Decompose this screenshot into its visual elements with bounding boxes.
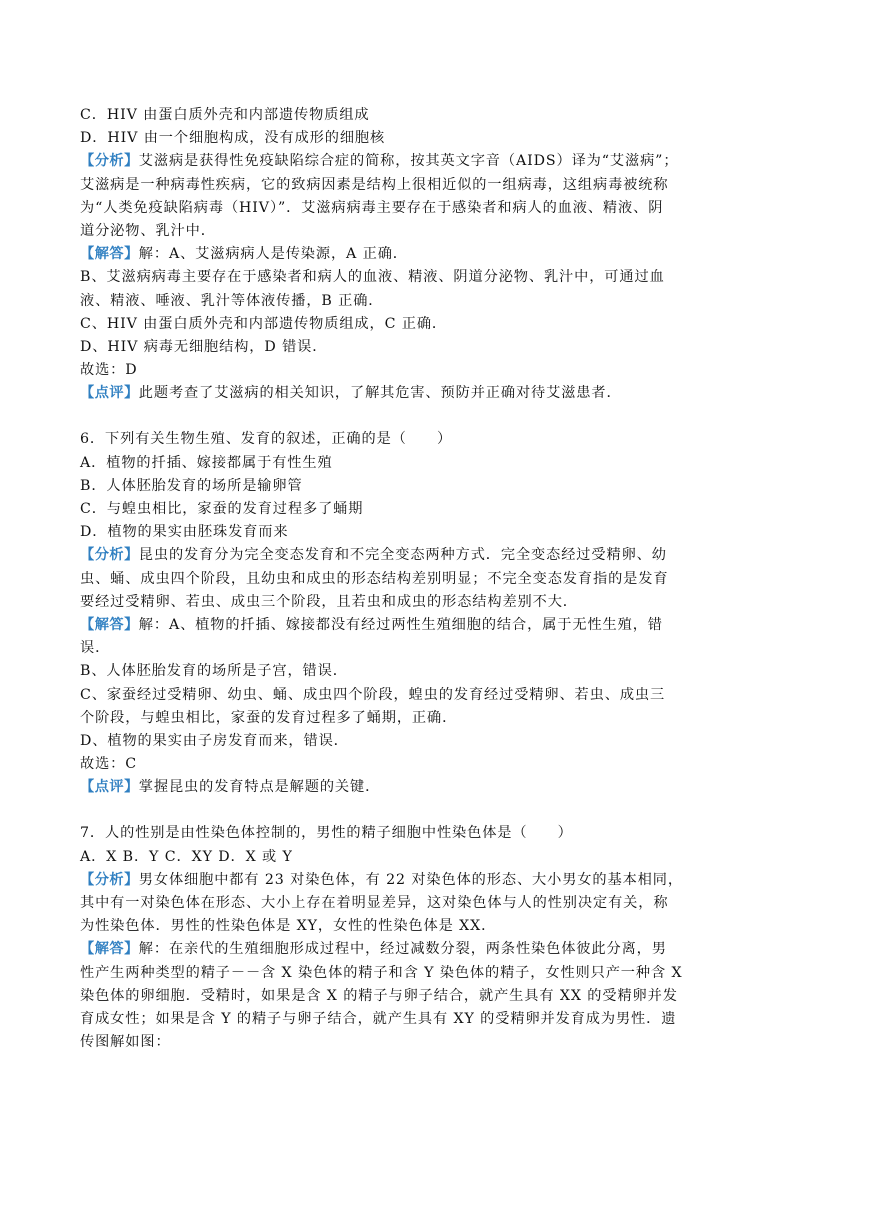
q6-answer-line-6: D、植物的果实由子房发育而来，错误． bbox=[80, 732, 349, 749]
q6-option-d: D．植物的果实由胚珠发育而来 bbox=[80, 524, 289, 541]
q7-analysis-line-1: 【分析】男女体细胞中都有 23 对染色体，有 22 对染色体的形态、大小男女的基本相同， bbox=[80, 871, 683, 888]
q6-answer-line-3: B、人体胚胎发育的场所是子宫，错误． bbox=[80, 663, 348, 680]
q7-answer-line-2: 性产生两种类型的精子－－含 X 染色体的精子和含 Y 染色体的精子，女性则只产一种含 X bbox=[80, 964, 683, 981]
q6-analysis-line-3: 要经过受精卵、若虫、成虫三个阶段，且若虫和成虫的形态结构差别不大． bbox=[80, 593, 578, 610]
answer-tag: 【解答】 bbox=[80, 246, 139, 263]
q6-comment: 【点评】掌握昆虫的发育特点是解题的关键． bbox=[80, 779, 381, 796]
q6-answer-line-2: 误． bbox=[80, 640, 111, 657]
q5-answer-line-4: C、HIV 由蛋白质外壳和内部遗传物质组成，C 正确． bbox=[80, 315, 448, 332]
document-page bbox=[80, 104, 792, 1054]
q7-options: A．X B．Y C．XY D．X 或 Y bbox=[80, 848, 293, 865]
spacer bbox=[80, 405, 792, 428]
q5-answer-line-1: 【解答】解：A、艾滋病病人是传染源，A 正确． bbox=[80, 246, 408, 263]
q6-analysis-line-1: 【分析】昆虫的发育分为完全变态发育和不完全变态两种方式．完全变态经过受精卵、幼 bbox=[80, 547, 667, 564]
q6-answer-line-1: 【解答】解：A、植物的扦插、嫁接都没有经过两性生殖细胞的结合，属于无性生殖，错 bbox=[80, 616, 663, 633]
q5-comment: 【点评】此题考查了艾滋病的相关知识，了解其危害、预防并正确对待艾滋患者． bbox=[80, 385, 622, 402]
q5-final-choice: 故选：D bbox=[80, 362, 138, 379]
q7-answer-line-5: 传图解如图： bbox=[80, 1034, 171, 1051]
q5-answer-line-5: D、HIV 病毒无细胞结构，D 错误． bbox=[80, 338, 328, 355]
comment-tag: 【点评】 bbox=[80, 779, 139, 796]
q6-option-c: C．与蝗虫相比，家蚕的发育过程多了蛹期 bbox=[80, 501, 364, 517]
spacer bbox=[80, 799, 792, 822]
q6-option-a: A．植物的扦插、嫁接都属于有性生殖 bbox=[80, 454, 333, 471]
analysis-tag: 【分析】 bbox=[80, 547, 139, 564]
answer-tag: 【解答】 bbox=[80, 941, 139, 958]
q6-answer-line-4: C、家蚕经过受精卵、幼虫、蛹、成虫四个阶段，蝗虫的发育经过受精卵、若虫、成虫三 bbox=[80, 686, 666, 703]
q6-answer-line-5: 个阶段，与蝗虫相比，家蚕的发育过程多了蛹期，正确． bbox=[80, 709, 458, 726]
q5-analysis-line-1: 【分析】艾滋病是获得性免疫缺陷综合症的简称，按其英文字音（AIDS）译为“艾滋病”； bbox=[80, 153, 679, 170]
q7-stem: 7．人的性别是由性染色体控制的，男性的精子细胞中性染色体是（ ） bbox=[80, 825, 573, 842]
q6-option-b: B．人体胚胎发育的场所是输卵管 bbox=[80, 477, 303, 494]
q5-analysis-line-3: 为“人类免疫缺陷病毒（HIV）”．艾滋病病毒主要存在于感染者和病人的血液、精液、阴 bbox=[80, 199, 664, 216]
comment-tag: 【点评】 bbox=[80, 385, 139, 402]
q7-analysis-line-2: 其中有一对染色体在形态、大小上存在着明显差异，这对染色体与人的性别决定有关，称 bbox=[80, 895, 669, 911]
q7-analysis-line-3: 为性染色体．男性的性染色体是 XY，女性的性染色体是 XX． bbox=[80, 918, 497, 935]
q5-analysis-line-4: 道分泌物、乳汁中． bbox=[80, 222, 216, 239]
q5-option-c: C．HIV 由蛋白质外壳和内部遗传物质组成 bbox=[80, 107, 370, 123]
q7-answer-line-4: 育成女性；如果是含 Y 的精子与卵子结合，就产生具有 XY 的受精卵并发育成为男性．遗 bbox=[80, 1010, 677, 1027]
analysis-tag: 【分析】 bbox=[80, 871, 139, 888]
q6-analysis-line-2: 虫、蛹、成虫四个阶段，且幼虫和成虫的形态结构差别明显；不完全变态发育指的是发育 bbox=[80, 570, 669, 587]
answer-tag: 【解答】 bbox=[80, 616, 139, 633]
q7-answer-line-1: 【解答】解：在亲代的生殖细胞形成过程中，经过减数分裂，两条性染色体彼此分离，男 bbox=[80, 941, 667, 958]
q6-final-choice: 故选：C bbox=[80, 756, 138, 773]
q7-answer-line-3: 染色体的卵细胞．受精时，如果是含 X 的精子与卵子结合，就产生具有 XX 的受精卵并发 bbox=[80, 987, 678, 1004]
q5-option-d: D．HIV 由一个细胞构成，没有成形的细胞核 bbox=[80, 130, 386, 147]
q5-answer-line-2: B、艾滋病病毒主要存在于感染者和病人的血液、精液、阴道分泌物、乳汁中，可通过血 bbox=[80, 269, 665, 286]
q5-analysis-line-2: 艾滋病是一种病毒性疾病，它的致病因素是结构上很相近似的一组病毒，这组病毒被统称 bbox=[80, 176, 669, 193]
q6-stem: 6．下列有关生物生殖、发育的叙述，正确的是（ ） bbox=[80, 431, 453, 448]
analysis-tag: 【分析】 bbox=[80, 153, 139, 170]
q5-answer-line-3: 液、精液、唾液、乳汁等体液传播，B 正确． bbox=[80, 292, 384, 309]
